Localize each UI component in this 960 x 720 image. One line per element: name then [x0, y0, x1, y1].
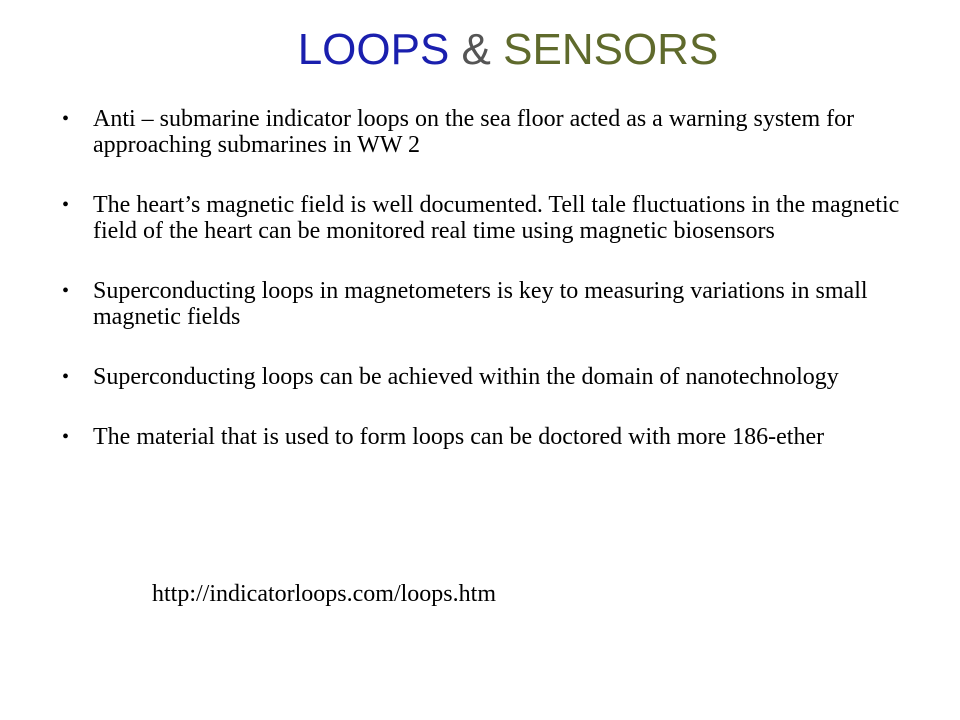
bullet-list — [56, 106, 916, 484]
title-word-sensors: SENSORS — [503, 25, 719, 74]
bullet-text: Anti – submarine indicator loops on the sea floor acted as a warning system for approaching submarines in WW 2 — [93, 106, 855, 158]
bullet-dot-icon: • — [62, 108, 70, 130]
bullet-item — [56, 278, 916, 330]
bullet-item — [56, 424, 916, 450]
title-ampersand: & — [461, 25, 491, 74]
slide-title — [0, 24, 960, 76]
bullet-item — [56, 364, 916, 390]
bullet-text: The material that is used to form loops can be doctored with more 186-ether — [93, 424, 825, 450]
bullet-dot-icon: • — [62, 194, 70, 216]
bullet-dot-icon: • — [62, 280, 70, 302]
title-word-loops: LOOPS — [297, 25, 450, 74]
reference-url: http://indicatorloops.com/loops.htm — [152, 581, 496, 607]
bullet-text: The heart’s magnetic field is well documented. Tell tale fluctuations in the magnetic field of the heart can be monitored real time using magnetic biosensors — [93, 192, 900, 244]
bullet-text: Superconducting loops in magnetometers is key to measuring variations in small magnetic fields — [93, 278, 868, 330]
bullet-item — [56, 106, 916, 158]
bullet-dot-icon: • — [62, 426, 70, 448]
bullet-text: Superconducting loops can be achieved within the domain of nanotechnology — [93, 364, 839, 390]
bullet-item — [56, 192, 916, 244]
bullet-dot-icon: • — [62, 366, 70, 388]
